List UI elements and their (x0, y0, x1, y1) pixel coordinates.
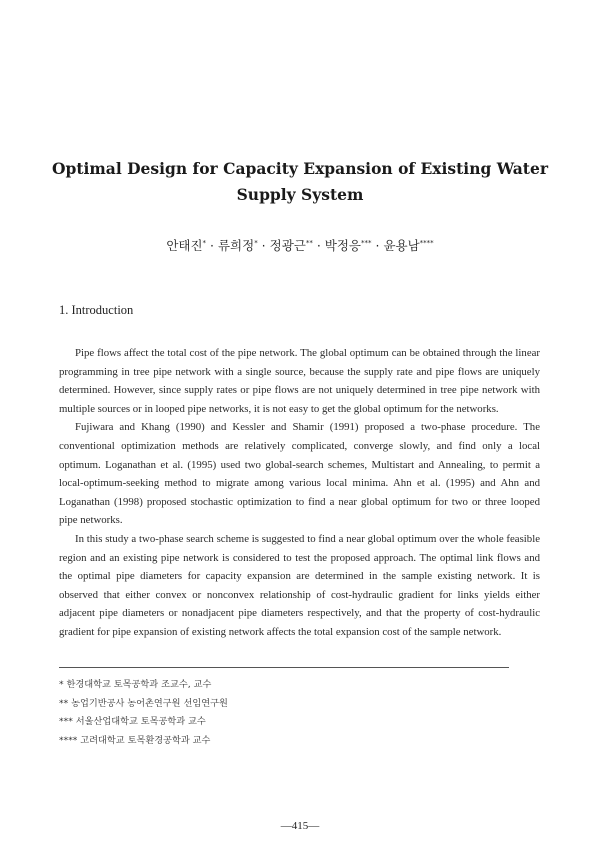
paragraph: In this study a two-phase search scheme is suggested to find a near global optimum over the whole feasible region and an existing pipe network is considered to test the proposed approach. The optimal link flows and the optimal pipe diameters for capacity expansion are determined in the sample existing network. It is observed that either convex or nonconvex relationship of cost-hydraulic gradient for links yields either adjacent pipe diameters or nonadjacent pipe diameters respectively, and that the property of cost-hydraulic gradient for pipe expansion of existing network affects the total expansion cost of the sample network. (59, 532, 540, 638)
paragraph: Fujiwara and Khang (1990) and Kessler and Shamir (1991) proposed a two-phase procedure. The conventional optimization methods are relatively complicated, converge slowly, and find only a local optimum. Loganathan et al. (1995) used two global-search schemes, Multistart and Annealing, to permit a local-optimum-seeking method to migrate among various local minima. Ahn et al. (1995) and Ahn and Loganathan (1998) proposed stochastic optimization to find a near global optimum for two or three looped pipe networks. (59, 421, 540, 527)
author-separator: · (206, 238, 218, 253)
section-heading: 1. Introduction (59, 303, 134, 317)
footnote: *** 서울산업대학교 토목공학과 교수 (59, 716, 206, 727)
page-number: —415— (280, 820, 320, 832)
author: 박정응*** (324, 238, 372, 253)
section-body (59, 344, 540, 642)
author: 윤용남**** (383, 238, 434, 253)
affiliation-mark: ** (305, 239, 313, 247)
paragraph: Pipe flows affect the total cost of the pipe network. The global optimum can be obtained through the linear programming in tree pipe network with a single source, because the supply rate and pipe flows are uniquely determined. However, since supply rates or pipe flows are not uniquely determined in tree pipe network with multiple sources or in looped pipe networks, it is not easy to get the global optimum for the networks. (59, 347, 540, 415)
footnote: **** 고려대학교 토목환경공학과 교수 (59, 734, 211, 746)
footnotes (59, 676, 228, 750)
affiliation-mark: **** (419, 239, 434, 247)
author: 안태진* (166, 238, 207, 253)
footnote: * 한경대학교 토목공학과 조교수, 교수 (59, 679, 212, 690)
author: 류희정* (217, 238, 258, 253)
author-separator: · (312, 238, 325, 253)
affiliation-mark: * (254, 239, 258, 247)
author: 정광근** (269, 238, 313, 253)
footnote-divider (59, 667, 509, 668)
affiliation-mark: *** (361, 239, 372, 247)
author-separator: · (371, 238, 384, 253)
footnote: ** 농업기반공사 농어촌연구원 선임연구원 (59, 697, 228, 709)
paper-title: Optimal Design for Capacity Expansion of Existing Water Supply System (52, 159, 548, 204)
author-separator: · (257, 238, 270, 253)
affiliation-mark: * (202, 239, 207, 247)
author-line (40, 236, 560, 254)
